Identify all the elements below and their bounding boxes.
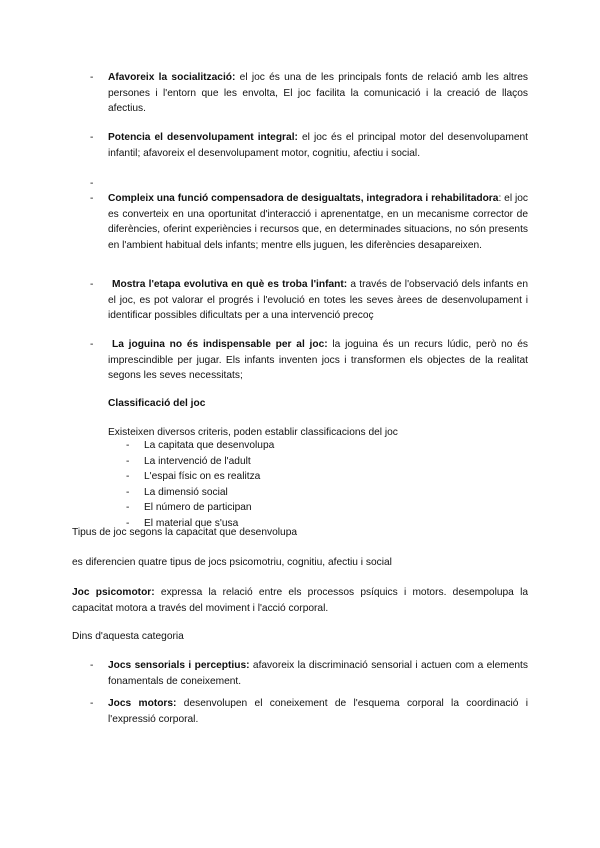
bullet-body: [108, 191, 528, 253]
bullet-lead: Jocs sensorials i perceptius:: [108, 660, 250, 671]
bullet-lead: Compleix una funció compensadora de desigualtats, integradora i rehabilitadora: [108, 193, 499, 204]
dash-marker: -: [90, 132, 94, 143]
list-item: [126, 454, 274, 470]
criteria-text: L'espai físic on es realitza: [144, 471, 261, 482]
dash-marker: -: [126, 455, 130, 467]
bullet-etapa-evolutiva: [90, 277, 528, 324]
bullet-body: [108, 696, 528, 727]
dash-marker: -: [90, 178, 94, 189]
dash-marker: -: [90, 72, 94, 83]
dash-marker: -: [90, 339, 94, 350]
section-heading-classificacio: Classificació del joc: [108, 398, 206, 409]
bullet-lead: Potencia el desenvolupament integral:: [108, 132, 298, 143]
criteria-text: La intervenció de l'adult: [144, 455, 251, 467]
bullet-body: [108, 130, 528, 161]
criteria-text: La dimensió social: [144, 486, 228, 498]
bullet-joguina: [90, 337, 528, 384]
bullet-lead: La joguina no és indispensable per al joc:: [112, 339, 328, 350]
bullet-lead: Afavoreix la socialització:: [108, 72, 236, 83]
criteria-text: El número de participan: [144, 502, 252, 513]
list-item: [126, 485, 274, 501]
criteria-list: [126, 438, 274, 531]
type-line: Tipus de joc segons la capacitat que desenvolupa: [72, 527, 298, 538]
list-item: [126, 438, 274, 454]
dash-marker: -: [90, 193, 94, 204]
bullet-body: [108, 658, 528, 689]
bullet-text: : el joc es converteix en una oportunitat d'interacció i aprenentatge, en un mecanisme corrector de diferències, oferint experiències i recursos que, en determinades situacions, no són presents en l'ambient habitual dels infants; mentre ells juguen, les diferències desapareixen.: [108, 193, 528, 251]
paragraph-text: expressa la relació entre els processos psíquics i motors. desempolupa la capacitat motora a través del moviment i l'acció corporal.: [72, 587, 528, 614]
bullet-text: el joc és el principal motor del desenvolupament infantil; afavoreix el desenvolupament motor, cognitiu, afectiu i social.: [108, 132, 528, 159]
dash-marker: -: [126, 440, 130, 451]
bullet-body: [108, 337, 528, 384]
bullet-jocs-sensorials: [90, 658, 528, 689]
bullet-body: [108, 277, 528, 324]
dash-marker: -: [126, 502, 130, 513]
dash-marker: -: [126, 471, 130, 482]
bullet-lead: Jocs motors:: [108, 698, 177, 709]
bullet-lead: Mostra l'etapa evolutiva en què es troba l'infant:: [112, 279, 348, 290]
paragraph-lead: Joc psicomotor:: [72, 587, 155, 598]
list-item: [126, 500, 274, 516]
dash-marker: -: [90, 698, 94, 709]
dash-marker: -: [126, 517, 130, 529]
bullet-desenvolupament-integral: [90, 130, 528, 161]
bullet-text: desenvolupen el coneixement de l'esquema corporal la coordinació i l'expressió corporal.: [108, 698, 528, 725]
list-item: [126, 469, 274, 485]
bullet-text: afavoreix la discriminació sensorial i actuen com a elements fonamentals de coneixement.: [108, 660, 528, 687]
classification-intro: Existeixen diversos criteris, poden establir classificacions del joc: [108, 427, 398, 438]
bullet-text: el joc és una de les principals fonts de relació amb les altres persones i l'entorn que les envolta, El joc facilita la comunicació i la creació de llaços afectius.: [108, 72, 528, 114]
four-types-line: es diferencien quatre tipus de jocs psicomotriu, cognitiu, afectiu i social: [72, 557, 392, 568]
bullet-body: [108, 70, 528, 117]
paragraph-joc-psicomotor: [72, 585, 528, 616]
bullet-jocs-motors: [90, 696, 528, 727]
criteria-text: El material que s'usa: [144, 517, 239, 529]
criteria-text: La capitata que desenvolupa: [144, 440, 275, 451]
dash-marker: -: [90, 279, 94, 290]
category-line: Dins d'aquesta categoria: [72, 631, 184, 642]
dash-marker: -: [126, 486, 130, 498]
bullet-socialitzacio: [90, 70, 528, 117]
dash-marker: -: [90, 660, 94, 671]
bullet-text: a través de l'observació dels infants en el joc, es pot valorar el progrés i l'evolució en totes les seves àrees de desenvolupament i identificar possibles dificultats per a una intervenció precoç: [108, 279, 528, 321]
bullet-text: la joguina és un recurs lúdic, però no és imprescindible per jugar. Els infants inventen jocs i transformen els objectes de la realitat segons les seves necessitats;: [108, 339, 529, 381]
bullet-funcio-compensadora: [90, 191, 528, 253]
